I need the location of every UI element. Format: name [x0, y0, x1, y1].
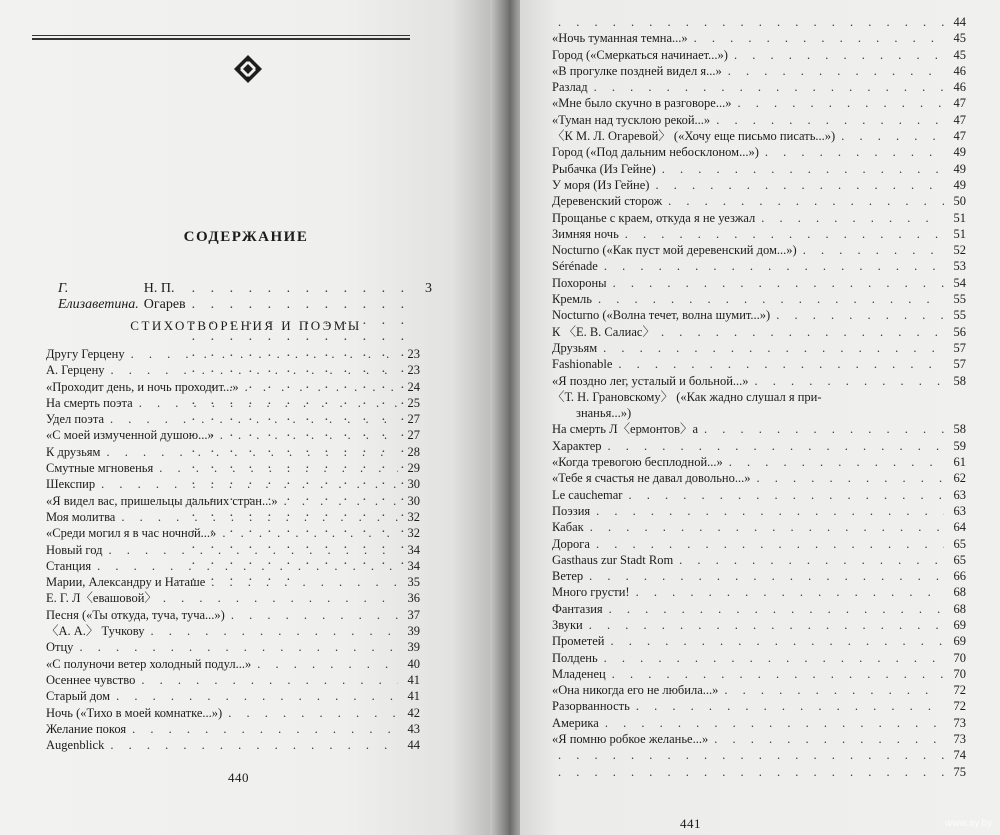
- toc-entry: [552, 389, 966, 405]
- toc-entry: [552, 258, 966, 274]
- toc-entry-page: 41: [407, 672, 420, 687]
- toc-entry-page: 72: [953, 683, 966, 698]
- toc-entry-title: «В прогулке поздней видел я...»: [552, 63, 722, 78]
- toc-entry-page: 65: [953, 536, 966, 551]
- toc-entry-title: «Мне было скучно в разговоре...»: [552, 96, 732, 111]
- toc-entry: [552, 764, 966, 780]
- toc-entry-title: Моя молитва: [46, 509, 116, 524]
- leader-dots: [714, 731, 944, 747]
- toc-entry-page: 35: [407, 575, 420, 590]
- leader-dots: [604, 650, 944, 666]
- toc-entry: [552, 601, 966, 617]
- toc-entry-title: Ветер: [552, 569, 584, 584]
- leader-dots: [284, 493, 398, 509]
- toc-entry-page: 29: [407, 461, 420, 476]
- toc-entry-page: 70: [953, 650, 966, 665]
- toc-entry: [552, 161, 966, 177]
- toc-entry: [46, 623, 420, 639]
- toc-entry: [552, 373, 966, 389]
- toc-entry: [46, 525, 420, 541]
- toc-entry-title: «С полуночи ветер холодный подул...»: [46, 656, 252, 671]
- toc-entry: [46, 460, 420, 476]
- leader-dots: [755, 373, 944, 389]
- toc-entry: [552, 112, 966, 128]
- leader-dots: [231, 607, 398, 623]
- toc-entry-title: «С моей измученной душою...»: [46, 428, 214, 443]
- leader-dots: [558, 747, 944, 763]
- watermark: www.ay.by: [944, 818, 992, 829]
- section-title: СТИХОТВОРЕНИЯ И ПОЭМЫ: [130, 318, 362, 333]
- intro-title: Н. П. Огарев: [143, 281, 186, 312]
- toc-entry: [552, 144, 966, 160]
- toc-entry: [552, 356, 966, 372]
- leader-dots: [605, 715, 944, 731]
- toc-entry: [552, 95, 966, 111]
- toc-entry-page: 49: [953, 145, 966, 160]
- toc-entry-page: 52: [953, 243, 966, 258]
- leader-dots: [97, 558, 398, 574]
- page-number-left: 440: [228, 770, 249, 785]
- leader-dots: [596, 503, 944, 519]
- leader-dots: [589, 568, 944, 584]
- toc-entry: [552, 633, 966, 649]
- leader-dots: [228, 705, 398, 721]
- toc-entry: [552, 340, 966, 356]
- toc-entry-title: Кабак: [552, 520, 584, 535]
- toc-entry-page: 32: [407, 526, 420, 541]
- toc-entry-page: 65: [953, 552, 966, 567]
- toc-entry-page: 28: [407, 444, 420, 459]
- toc-entry: [552, 487, 966, 503]
- toc-entry: [552, 503, 966, 519]
- leader-dots: [222, 525, 398, 541]
- toc-entry-page: 61: [953, 455, 966, 470]
- leader-dots: [141, 672, 398, 688]
- leader-dots: [618, 356, 944, 372]
- leader-dots: [737, 95, 944, 111]
- leader-dots: [724, 682, 944, 698]
- toc-entry-title: «Туман над тусклою рекой...»: [552, 112, 711, 127]
- toc-entry-title: Le cauchemar: [552, 487, 623, 502]
- toc-entry-page: 58: [953, 373, 966, 388]
- toc-entry-page: 36: [407, 591, 420, 606]
- leader-dots: [610, 633, 944, 649]
- toc-entry: [46, 705, 420, 721]
- toc-entry-page: 64: [953, 520, 966, 535]
- toc-entry: [552, 307, 966, 323]
- leader-dots: [211, 574, 398, 590]
- toc-entry-title: Младенец: [552, 666, 606, 681]
- toc-entry: [552, 324, 966, 340]
- toc-entry: [46, 493, 420, 509]
- toc-entry-page: 47: [953, 129, 966, 144]
- leader-dots: [668, 193, 944, 209]
- right-page: [520, 0, 1000, 835]
- toc-entry: [552, 666, 966, 682]
- toc-entry-title: 〈К М. Л. Огаревой〉 («Хочу еще письмо писать...»): [552, 129, 836, 144]
- toc-entry-page: 23: [407, 347, 420, 361]
- toc-entry-title: Похороны: [552, 275, 607, 290]
- leader-dots: [628, 487, 944, 503]
- toc-entry-page: 49: [953, 177, 966, 192]
- toc-entry-page: 73: [953, 732, 966, 747]
- toc-entry-title: А. Герцену: [46, 363, 105, 378]
- toc-entry: [552, 747, 966, 763]
- toc-entry: [552, 14, 966, 30]
- toc-entry-title: Полдень: [552, 650, 598, 665]
- toc-entry-page: 51: [953, 226, 966, 241]
- leader-dots: [704, 421, 944, 437]
- toc-entry-page: 51: [953, 210, 966, 225]
- toc-entry: [46, 688, 420, 704]
- toc-entry: [552, 242, 966, 258]
- toc-entry-title: Рыбачка (Из Гейне): [552, 161, 656, 176]
- toc-entry: [46, 395, 420, 411]
- toc-entry-page: 39: [407, 640, 420, 655]
- toc-entry-title: «Тебе я счастья не давал довольно...»: [552, 471, 751, 486]
- leader-dots: [841, 128, 944, 144]
- top-rule-thick: [32, 38, 410, 40]
- toc-entry-page: 44: [953, 15, 966, 29]
- toc-entry-page: 27: [407, 412, 420, 427]
- intro-entry: [58, 281, 432, 312]
- toc-entry-title: Отцу: [46, 640, 74, 655]
- leader-dots: [116, 688, 398, 704]
- leader-dots: [694, 30, 944, 46]
- leader-dots: [716, 112, 944, 128]
- leader-dots: [728, 63, 944, 79]
- toc-entry: [552, 193, 966, 209]
- toc-entry-page: 30: [407, 477, 420, 492]
- toc-entry: [552, 584, 966, 600]
- toc-entry-page: 69: [953, 634, 966, 649]
- toc-entry-page: 50: [953, 194, 966, 209]
- toc-entry-title: Осеннее чувство: [46, 672, 136, 687]
- toc-entry-page: 34: [407, 558, 420, 573]
- toc-entry-page: 70: [953, 666, 966, 681]
- toc-entry: [552, 617, 966, 633]
- toc-entry-page: 44: [407, 738, 420, 753]
- toc-entry: [46, 444, 420, 460]
- toc-entry-page: 54: [953, 275, 966, 290]
- leader-dots: [151, 623, 398, 639]
- leader-dots: [803, 242, 944, 258]
- toc-entry-title: Е. Г. Л〈евашовой〉: [46, 591, 157, 606]
- toc-entry-title: Augenblick: [46, 738, 105, 753]
- leader-dots: [101, 476, 398, 492]
- toc-entry-page: 55: [953, 292, 966, 307]
- toc-entry-title: «Проходит день, и ночь проходит...»: [46, 379, 239, 394]
- toc-entry-page: 39: [407, 624, 420, 639]
- toc-entry-title: Прощанье с краем, откуда я не уезжал: [552, 210, 756, 225]
- leader-dots: [636, 698, 944, 714]
- toc-entry-title: Друзьям: [552, 340, 598, 355]
- toc-entry-page: 37: [407, 607, 420, 622]
- toc-entry-page: 63: [953, 503, 966, 518]
- toc-entry: [552, 454, 966, 470]
- leader-dots: [111, 362, 398, 378]
- toc-entry-page: 57: [953, 357, 966, 372]
- toc-entry-title: «Я поздно лег, усталый и больной...»: [552, 373, 749, 388]
- toc-entry-page: 49: [953, 161, 966, 176]
- leader-dots: [131, 346, 398, 362]
- toc-entry: [552, 650, 966, 666]
- toc-entry-title: Старый дом: [46, 689, 111, 704]
- toc-entry-page: 55: [953, 308, 966, 323]
- toc-entry-title: Новый год: [46, 542, 103, 557]
- toc-entry: [46, 656, 420, 672]
- toc-entry-page: 47: [953, 112, 966, 127]
- toc-entry-title: Марии, Александру и Наташе: [46, 575, 206, 590]
- toc-entry-page: 47: [953, 96, 966, 111]
- leader-dots: [257, 656, 398, 672]
- toc-entry: [46, 411, 420, 427]
- toc-entry: [552, 682, 966, 698]
- leader-dots: [612, 666, 944, 682]
- toc-entry: [552, 421, 966, 437]
- toc-entry-page: 46: [953, 63, 966, 78]
- toc-entry-title: Nocturno («Волна течет, волна шумит...»): [552, 308, 771, 323]
- toc-entry-title: Дорога: [552, 536, 590, 551]
- toc-entry: [552, 698, 966, 714]
- toc-entry-title: Шекспир: [46, 477, 96, 492]
- toc-entry: [46, 737, 420, 753]
- toc-entry-title: Характер: [552, 438, 602, 453]
- leader-dots: [108, 542, 398, 558]
- leader-dots: [636, 584, 944, 600]
- leader-dots: [110, 737, 398, 753]
- contents-title: СОДЕРЖАНИЕ: [183, 229, 309, 245]
- toc-entry: [46, 476, 420, 492]
- toc-entry-page: 72: [953, 699, 966, 714]
- leader-dots: [79, 639, 398, 655]
- toc-entry: [46, 721, 420, 737]
- toc-entry-title: Зимняя ночь: [552, 226, 619, 241]
- toc-entry: [46, 558, 420, 574]
- leader-dots: [558, 764, 944, 780]
- toc-entry: [552, 128, 966, 144]
- toc-entry-title: Песня («Ты откуда, туча, туча...»): [46, 607, 225, 622]
- leader-dots: [590, 519, 944, 535]
- toc-entry: [552, 275, 966, 291]
- toc-entry: [46, 590, 420, 606]
- toc-entry-title: Город («Под дальним небосклоном...»): [552, 145, 759, 160]
- toc-entry: [552, 210, 966, 226]
- leader-dots: [245, 379, 398, 395]
- leader-dots: [756, 470, 944, 486]
- leader-dots: [132, 721, 398, 737]
- toc-list-left: [46, 346, 420, 753]
- toc-entry-title: «Я помню робкое желанье...»: [552, 732, 709, 747]
- toc-entry-title: «Она никогда его не любила...»: [552, 683, 719, 698]
- toc-entry-page: 68: [953, 601, 966, 616]
- toc-entry-title: Много грусти!: [552, 585, 630, 600]
- toc-entry-title: Другу Герцену: [46, 347, 125, 361]
- leader-dots: [159, 460, 398, 476]
- toc-entry-page: 24: [407, 379, 420, 394]
- toc-entry: [46, 607, 420, 623]
- toc-entry: [552, 552, 966, 568]
- toc-entry-title: Фантазия: [552, 601, 603, 616]
- toc-entry-title: Кремль: [552, 292, 592, 307]
- toc-entry-title: 〈А. А.〉 Тучкову: [46, 624, 145, 639]
- leader-dots: [594, 79, 944, 95]
- toc-entry-page: 53: [953, 259, 966, 274]
- intro-author: Г. Елизаветина.: [58, 281, 139, 312]
- toc-entry: [46, 639, 420, 655]
- leader-dots: [121, 509, 398, 525]
- toc-entry-title: Gasthaus zur Stadt Rom: [552, 552, 674, 567]
- toc-entry-page: 59: [953, 438, 966, 453]
- toc-entry-page: 34: [407, 542, 420, 557]
- toc-entry: [46, 379, 420, 395]
- leader-dots: [110, 411, 398, 427]
- leader-dots: [558, 14, 944, 30]
- toc-entry-page: 32: [407, 509, 420, 524]
- toc-entry-page: 41: [407, 689, 420, 704]
- toc-entry-title: знанья...»): [576, 406, 632, 421]
- toc-entry: [46, 346, 420, 362]
- toc-entry-title: «Я видел вас, пришельцы дальних стран...»: [46, 493, 278, 508]
- toc-entry: [552, 470, 966, 486]
- leader-dots: [729, 454, 944, 470]
- toc-entry: [552, 731, 966, 747]
- toc-entry: [552, 63, 966, 79]
- toc-entry-page: 57: [953, 340, 966, 355]
- toc-entry-page: 56: [953, 324, 966, 339]
- toc-entry: [552, 568, 966, 584]
- ornament-icon: [233, 54, 263, 84]
- leader-dots: [655, 177, 944, 193]
- leader-dots: [761, 210, 944, 226]
- toc-entry: [46, 542, 420, 558]
- leader-dots: [596, 536, 944, 552]
- intro-page: 3: [425, 281, 432, 296]
- toc-entry-page: 45: [953, 31, 966, 46]
- leader-dots: [734, 47, 944, 63]
- toc-entry: [46, 672, 420, 688]
- toc-entry-page: 45: [953, 47, 966, 62]
- toc-entry-title: Разлад: [552, 80, 588, 95]
- toc-entry-page: 69: [953, 617, 966, 632]
- toc-entry: [552, 79, 966, 95]
- toc-entry: [46, 427, 420, 443]
- toc-entry-title: У моря (Из Гейне): [552, 177, 650, 192]
- toc-entry: [552, 226, 966, 242]
- toc-entry-page: 74: [953, 748, 966, 763]
- leader-dots: [598, 291, 944, 307]
- leader-dots: [613, 275, 944, 291]
- toc-entry-title: Поэзия: [552, 503, 591, 518]
- toc-entry-title: Звуки: [552, 617, 583, 632]
- toc-entry-page: 62: [953, 471, 966, 486]
- toc-entry: [552, 291, 966, 307]
- toc-entry-title: Прометей: [552, 634, 605, 649]
- toc-entry-title: Fashionable: [552, 357, 613, 372]
- toc-entry: [552, 715, 966, 731]
- toc-entry-page: 68: [953, 585, 966, 600]
- toc-entry: [552, 536, 966, 552]
- toc-entry-page: 23: [407, 363, 420, 378]
- toc-entry-title: Разорванность: [552, 699, 630, 714]
- leader-dots: [608, 438, 944, 454]
- toc-entry-title: На смерть поэта: [46, 395, 133, 410]
- toc-entry-page: 46: [953, 80, 966, 95]
- top-rule: [32, 35, 410, 36]
- toc-entry-title: «Ночь туманная темна...»: [552, 31, 688, 46]
- toc-entry-title: Америка: [552, 715, 599, 730]
- toc-entry: [552, 47, 966, 63]
- toc-entry-title: Nocturno («Как пуст мой деревенский дом...»): [552, 243, 797, 258]
- leader-dots: [220, 427, 398, 443]
- toc-entry-title: «Когда тревогою бесплодной...»: [552, 455, 723, 470]
- toc-entry-title: Sérénade: [552, 259, 598, 274]
- toc-entry-page: 30: [407, 493, 420, 508]
- toc-entry-page: 27: [407, 428, 420, 443]
- leader-dots: [765, 144, 944, 160]
- toc-entry-title: Город («Смеркаться начинает...»): [552, 47, 728, 62]
- leader-dots: [604, 258, 944, 274]
- toc-entry: [552, 519, 966, 535]
- toc-entry-title: К 〈Е. В. Салиас〉: [552, 324, 655, 339]
- leader-dots: [139, 395, 398, 411]
- toc-entry-page: 73: [953, 715, 966, 730]
- leader-dots: [609, 601, 944, 617]
- leader-dots: [661, 324, 944, 340]
- toc-entry-title: Удел поэта: [46, 412, 104, 427]
- toc-entry-title: Станция: [46, 558, 92, 573]
- toc-entry-page: 66: [953, 569, 966, 584]
- toc-entry: [46, 509, 420, 525]
- toc-entry-page: 40: [407, 656, 420, 671]
- leader-dots: [163, 590, 398, 606]
- toc-entry: [46, 362, 420, 378]
- left-page: [0, 0, 492, 835]
- toc-entry-title: 〈Т. Н. Грановскому〉 («Как жадно слушал я при-: [552, 389, 822, 404]
- leader-dots: [679, 552, 944, 568]
- page-number-right: 441: [680, 816, 701, 831]
- toc-entry: [552, 438, 966, 454]
- leader-dots: [589, 617, 944, 633]
- toc-entry: [552, 30, 966, 46]
- toc-entry-title: Смутные мгновенья: [46, 461, 154, 476]
- toc-entry-title: Деревенский сторож: [552, 194, 663, 209]
- leader-dots: [603, 340, 944, 356]
- leader-dots: [106, 444, 398, 460]
- toc-entry-title: К друзьям: [46, 444, 101, 459]
- toc-entry-page: 25: [407, 395, 420, 410]
- toc-entry: [552, 177, 966, 193]
- toc-entry-page: 75: [953, 764, 966, 779]
- toc-entry-page: 58: [953, 422, 966, 437]
- toc-entry-page: 43: [407, 721, 420, 736]
- toc-entry-title: Ночь («Тихо в моей комнатке...»): [46, 705, 223, 720]
- toc-entry: [46, 574, 420, 590]
- leader-dots: [776, 307, 944, 323]
- toc-entry-title: «Среди могил я в час ночной...»: [46, 526, 217, 541]
- toc-entry-title: На смерть Л〈ермонтов〉а: [552, 422, 699, 437]
- toc-entry-title: Желание покоя: [46, 721, 127, 736]
- leader-dots: [662, 161, 944, 177]
- leader-dots: [625, 226, 944, 242]
- toc-list-right: [552, 14, 966, 780]
- toc-entry-page: 42: [407, 705, 420, 720]
- toc-entry: [552, 405, 966, 421]
- toc-entry-page: 63: [953, 487, 966, 502]
